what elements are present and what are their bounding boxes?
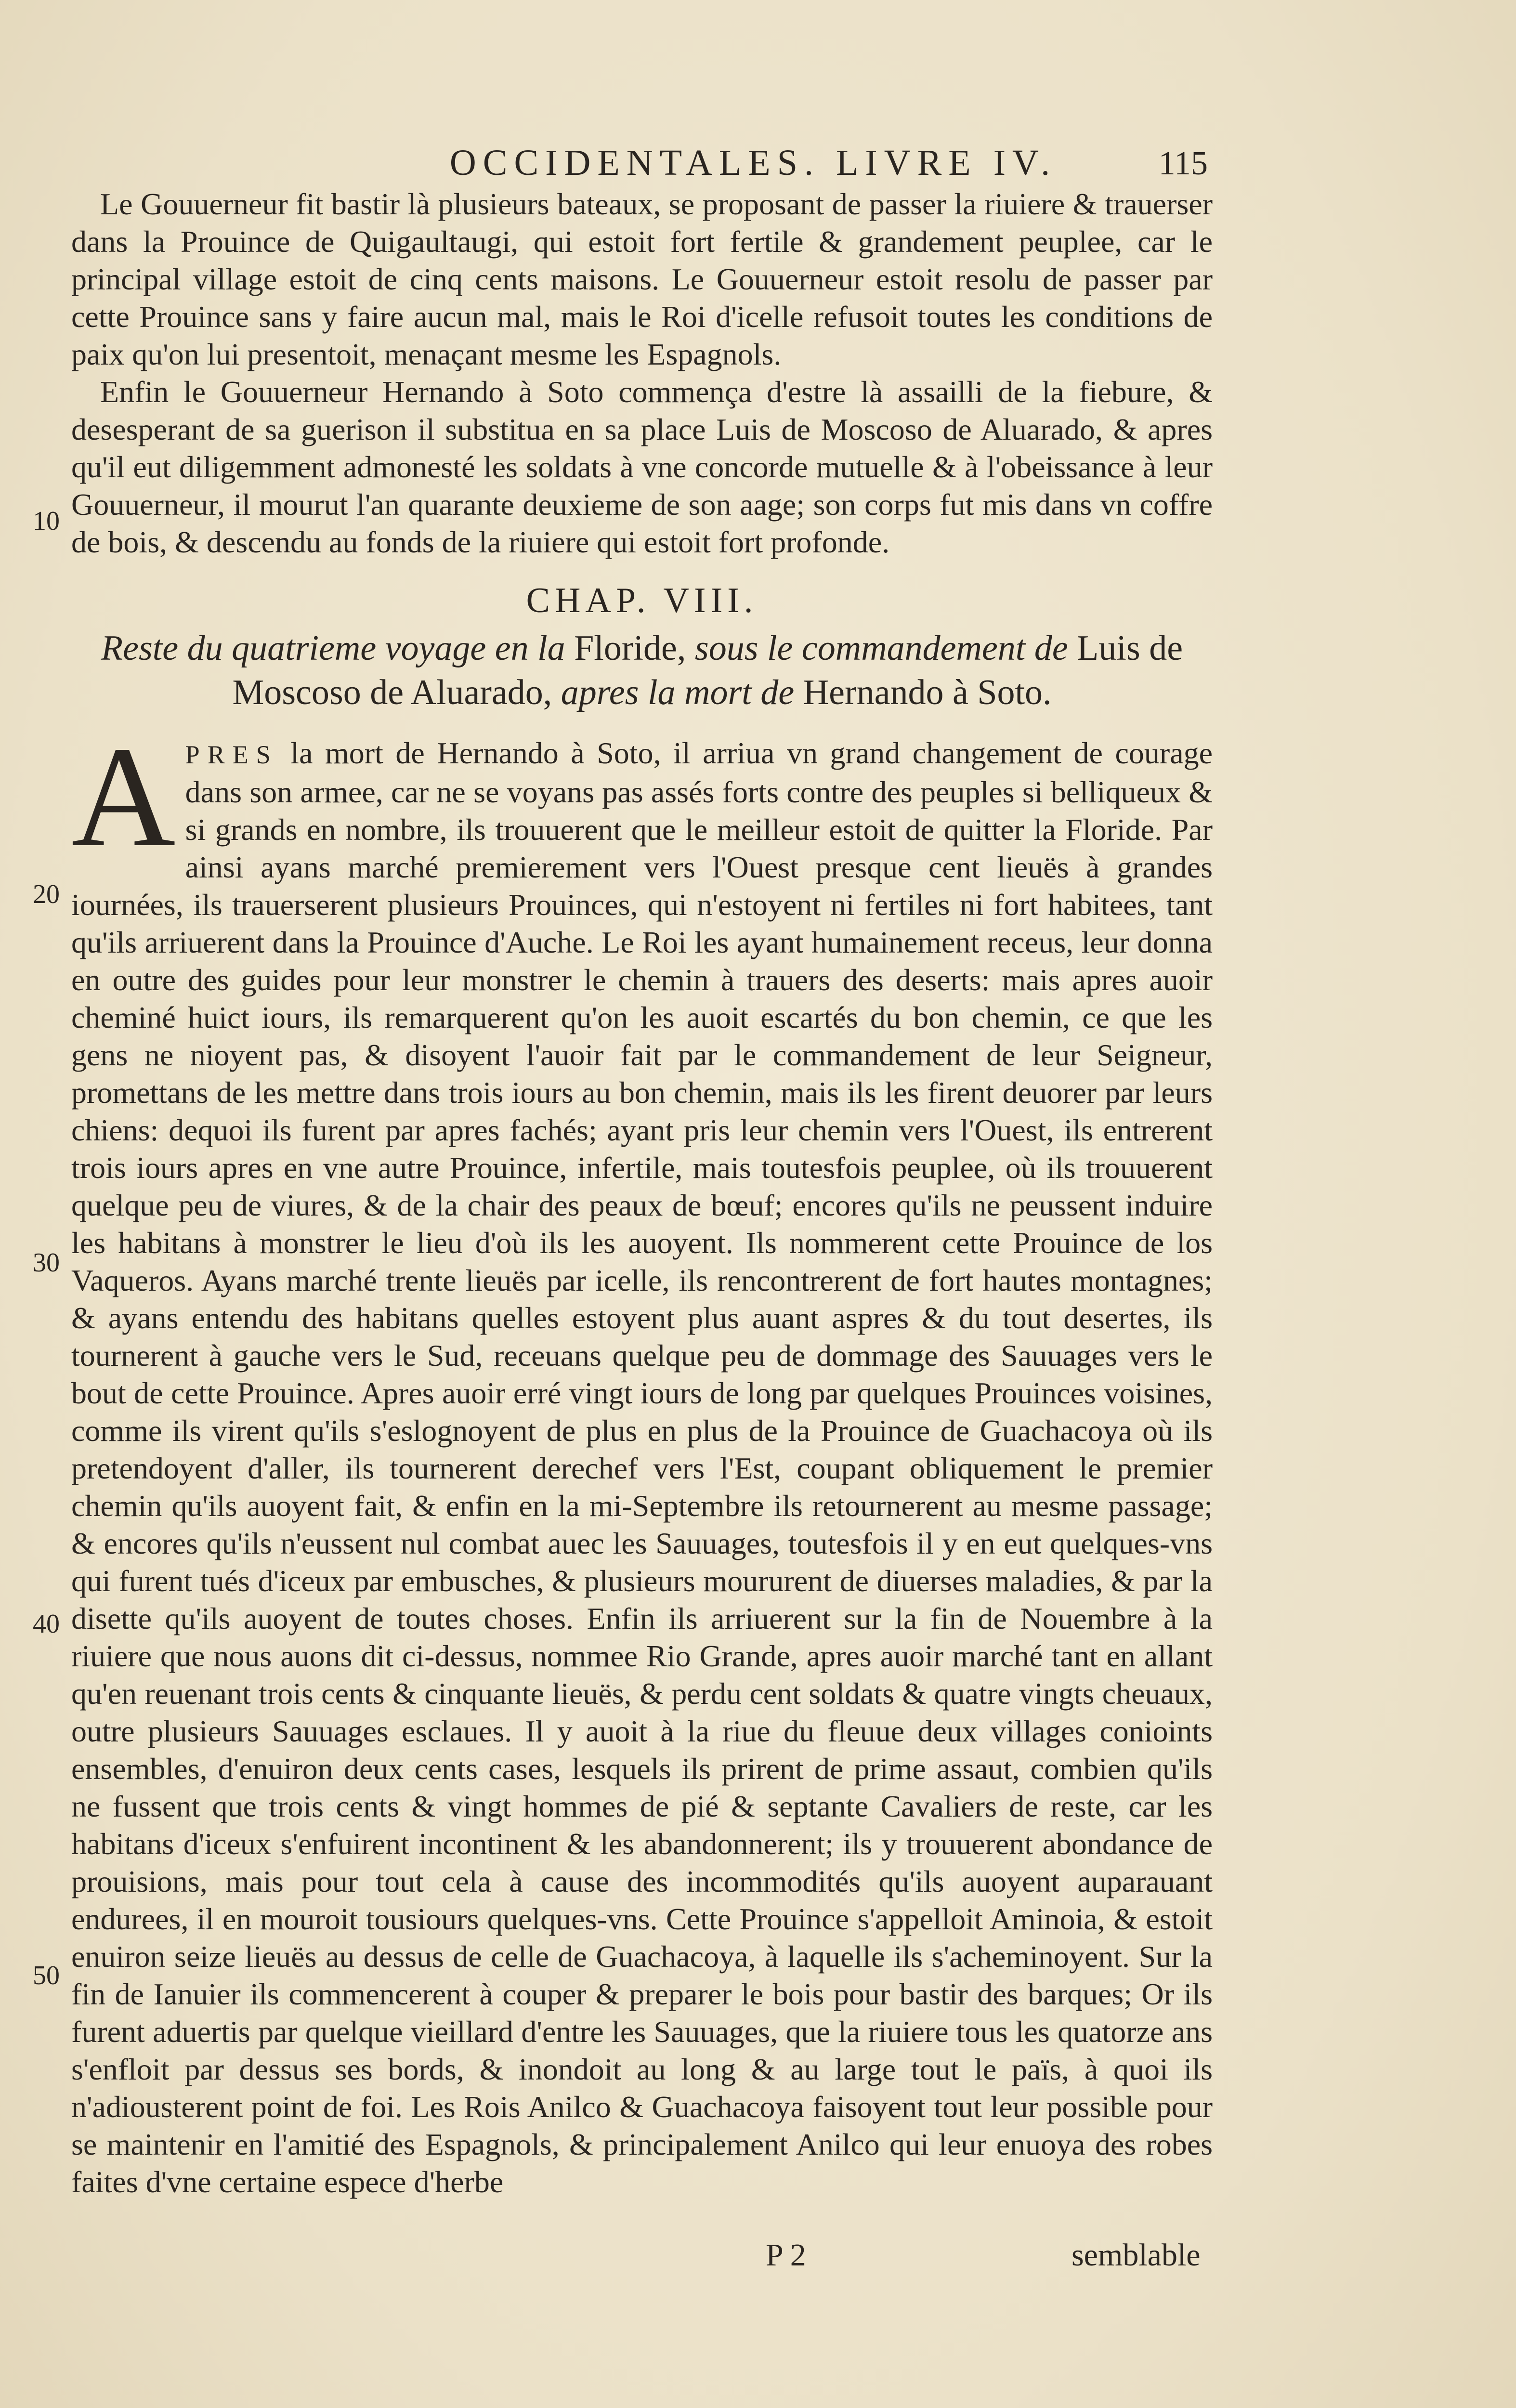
lead-word: PRES (185, 740, 278, 769)
subtitle-part: Reste du quatrieme voyage en la (101, 628, 565, 668)
line-number: 30 (33, 1248, 60, 1278)
drop-cap: A (71, 717, 176, 877)
paragraph: la mort de Hernando à Soto, il arriua vn grand changement de courage dans son armee, car ne se voyans pas assés forts contre des peuples si belliqueux & si grands en nombre, ils trouuerent que le meilleur estoit de quitter la Floride. Par ainsi ayans marché premierement vers l'Ouest presque cent lieuës à grandes iournées, ils trauerserent plusieurs Prouinces, qui n'estoyent ni fertiles ni fort habitees, tant qu'ils arriuerent dans la Prouince d'Auche. Le Roi les ayant humainement receus, leur donna en outre des guides pour leur monstrer le chemin à trauers des deserts: mais apres auoir cheminé huict iours, ils remarquerent qu'on les auoit escartés du bon chemin, ce que les gens ne nioyent pas, & disoyent l'auoir fait par le commandement de leur Seigneur, promettans de les mettre dans trois iours au bon chemin, mais ils les firent deuorer par leurs chiens: dequoi ils furent par apres fachés; ayant pris leur chemin vers l'Ouest, ils entrerent trois iours apres en vne autre Prouince, infertile, mais toutesfois peuplee, où ils trouuerent quelque peu de viures, & de la chair des peaux de bœuf; encores qu'ils ne peussent induire les habitans à monstrer le lieu d'où ils les auoyent. Ils nommerent cette Prouince de los Vaqueros. Ayans marché trente lieuës par icelle, ils rencontrerent de fort hautes montagnes; & ayans entendu des habitans quelles estoyent plus auant aspres & du tout desertes, ils tournerent à gauche vers le Sud, receuans quelque peu de dommage des Sauuages vers le bout de cette Prouince. Apres auoir erré vingt iours de long par quelques Prouinces voisines, comme ils virent qu'ils s'eslognoyent de plus en plus de la Prouince de Guachacoya où ils pretendoyent d'aller, ils tournerent derechef vers l'Est, coupant obliquement le premier chemin qu'ils auoyent fait, & enfin en la mi-Septembre ils retournerent au mesme passage; & encores qu'ils n'eussent nul combat auec les Sauuages, toutesfois il y en eut quelques-vns qui furent tués d'iceux par embusches, & plusieurs moururent de diuerses maladies, & par la disette qu'ils auoyent de toutes choses. Enfin ils arriuerent sur la fin de Nouembre à la riuiere que nous auons dit ci-dessus, nommee Rio Grande, apres auoir marché tant en allant qu'en reuenant trois cents & cinquante lieuës, & perdu cent soldats & quatre vingts cheuaux, outre plusieurs Sauuages esclaues. Il y auoit à la riue du fleuue deux villages conioints ensembles, d'enuiron deux cents cases, lesquels ils prirent de prime assaut, combien qu'ils ne fussent que trois cents & vingt hommes de pié & septante Cavaliers de reste, car les habitans d'iceux s'enfuirent incontinent & les abandonnerent; ils y trouuerent abondance de prouisions, mais pour tout cela à cause des incommodités qu'ils auoyent auparauant endurees, il en mouroit tousiours quelques-vns. Cette Prouince s'appelloit Aminoia, & estoit enuiron seize lieuës au dessus de celle de Guachacoya, à laquelle ils s'acheminoyent. Sur la fin de Ianuier ils commencerent à couper & preparer le bois pour bastir des barques; Or ils furent aduertis par quelque vieillard d'entre les Sauuages, que la riuiere tous les quatorze ans s'enfloit par dessus ses bords, & inondoit au long & au large tout le païs, à quoi ils n'adiousterent point de foi. Les Rois Anilco & Guachacoya faisoyent tout leur possible pour se maintenir en l'amitié des Espagnols, & principalement Anilco qui leur enuoya des robes faites d'vne certaine espece d'herbe (71, 736, 1213, 2199)
line-number: 40 (33, 1609, 60, 1639)
running-head: OCCIDENTALES. LIVRE IV. (449, 143, 1057, 183)
paragraph: Le Gouuerneur fit bastir là plusieurs bateaux, se proposant de passer la riuiere & trauerser dans la Prouince de Quigaultaugi, qui estoit fort fertile & grandement peuplee, car le principal village estoit de cinq cents maisons. Le Gouuerneur estoit resolu de passer par cette Prouince sans y faire aucun mal, mais le Roi d'icelle refusoit toutes les conditions de paix qu'on lui presentoit, menaçant mesme les Espagnols. (71, 187, 1213, 371)
catchword: semblable (1072, 2238, 1201, 2273)
subtitle-part: Luis de Moscoso de Aluarado, (232, 628, 1183, 712)
paragraph: Enfin le Gouuerneur Hernando à Soto commença d'estre là assailli de la fiebure, & desesperant de sa guerison il substitua en sa place Luis de Moscoso de Aluarado, & apres qu'il eut diligemment admonesté les soldats à vne concorde mutuelle & à l'obeissance à leur Gouuerneur, il mourut l'an quarante deuxieme de son aage; son corps fut mis dans vn coffre de bois, & descendu au fonds de la riuiere qui estoit fort profonde. (71, 375, 1213, 559)
text-block-top (71, 185, 1213, 561)
subtitle-part: apres la mort de (561, 673, 795, 712)
subtitle-part: Hernando à Soto. (803, 673, 1052, 712)
text-block-main (71, 717, 1213, 2201)
subtitle-part: sous le commandement de (694, 628, 1068, 668)
line-number: 20 (33, 879, 60, 909)
line-number: 50 (33, 1961, 60, 1990)
chapter-subtitle (71, 626, 1213, 715)
page-number: 115 (1158, 145, 1208, 182)
chapter-title: CHAP. VIII. (526, 581, 758, 620)
signature-mark: P 2 (766, 2238, 806, 2273)
subtitle-part: Floride, (574, 628, 686, 668)
line-number: 10 (33, 506, 60, 536)
